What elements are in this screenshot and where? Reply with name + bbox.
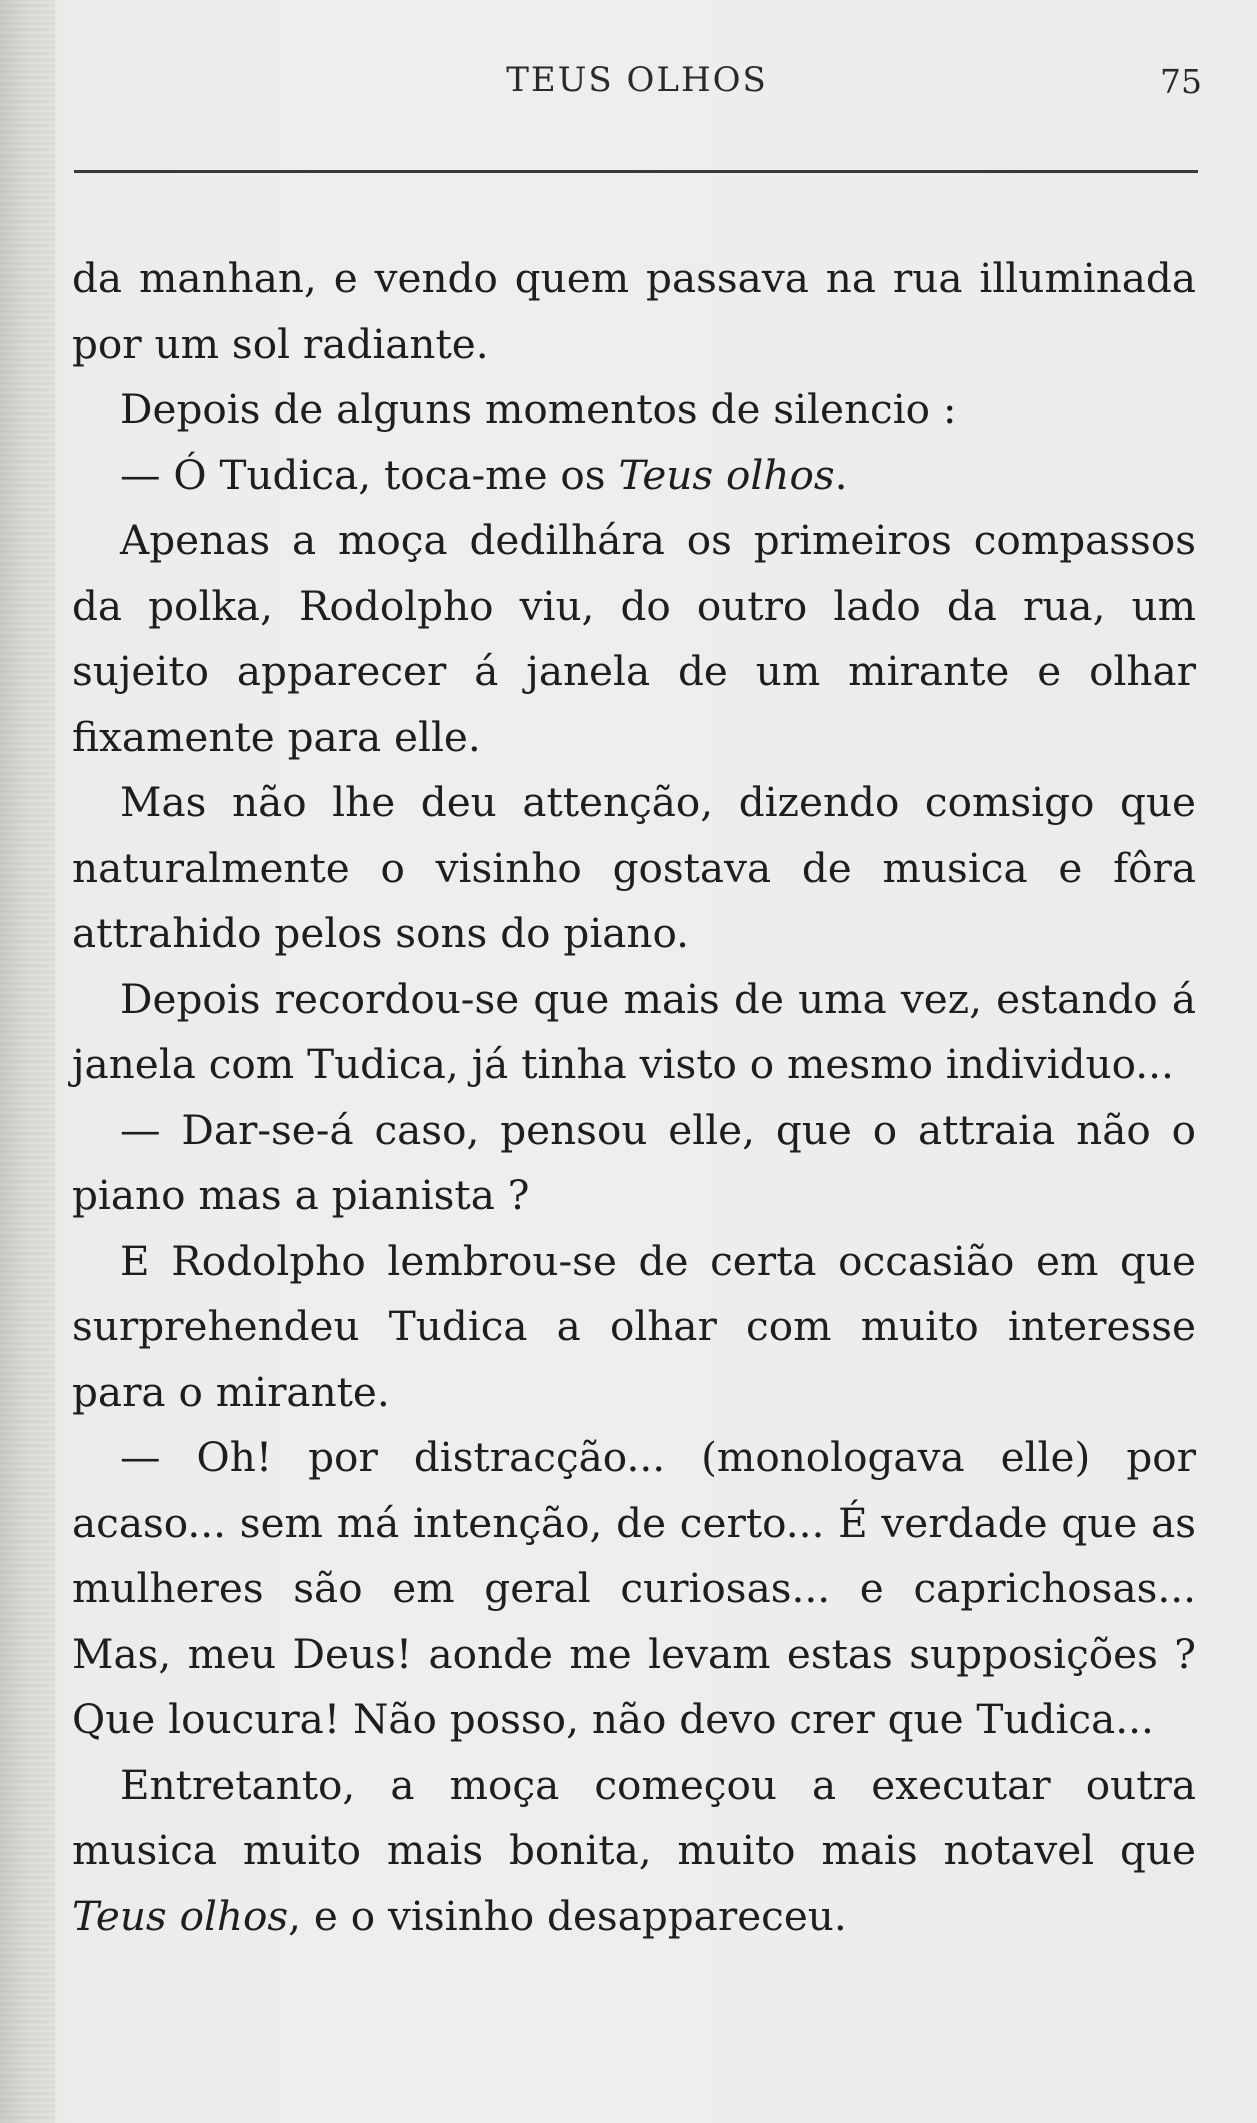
page-edge-shadow bbox=[0, 0, 55, 2123]
paragraph: E Rodolpho lembrou-se de certa occasião em que surprehendeu Tudica a olhar com muito interesse para o mirante. bbox=[72, 1236, 1196, 1416]
paragraph bbox=[72, 1753, 1196, 1950]
paragraph bbox=[72, 443, 1196, 509]
paragraph-text: . bbox=[834, 450, 848, 499]
paragraph: Mas não lhe deu attenção, dizendo comsigo que naturalmente o visinho gostava de musica e fôra attrahido pelos sons do piano. bbox=[72, 778, 1196, 957]
paragraph: Apenas a moça dedilhára os primeiros compassos da polka, Rodolpho viu, do outro lado da rua, um sujeito apparecer á janela de um mirante e olhar fixamente para elle. bbox=[72, 516, 1196, 761]
page-header bbox=[72, 60, 1202, 120]
body-text bbox=[72, 246, 1196, 1949]
paragraph-text: , e o visinho desappareceu. bbox=[288, 1891, 847, 1940]
paragraph-text: Entretanto, a moça começou a executar outra musica muito mais bonita, muito mais notavel que bbox=[72, 1760, 1196, 1874]
paragraph: — Oh! por distracção... (monologava elle) por acaso... sem má intenção, de certo... É verdade que as mulheres são em geral curiosas... e caprichosas... Mas, meu Deus! aonde me levam estas supposições ? Que loucura! Não posso, não devo crer que Tudica... bbox=[72, 1433, 1196, 1743]
page-number: 75 bbox=[1160, 62, 1202, 101]
paragraph-text: — Ó Tudica, toca-me os bbox=[120, 450, 619, 499]
paragraph: Depois recordou-se que mais de uma vez, estando á janela com Tudica, já tinha visto o mesmo individuo... bbox=[72, 974, 1196, 1088]
italic-title: Teus olhos bbox=[618, 450, 835, 499]
italic-title: Teus olhos bbox=[72, 1891, 289, 1940]
header-rule bbox=[74, 170, 1198, 173]
paragraph: da manhan, e vendo quem passava na rua illuminada por um sol radiante. bbox=[72, 254, 1196, 368]
paragraph: — Dar-se-á caso, pensou elle, que o attraia não o piano mas a pianista ? bbox=[72, 1105, 1196, 1219]
paragraph: Depois de alguns momentos de silencio : bbox=[120, 385, 957, 433]
running-title: TEUS OLHOS bbox=[506, 60, 768, 100]
